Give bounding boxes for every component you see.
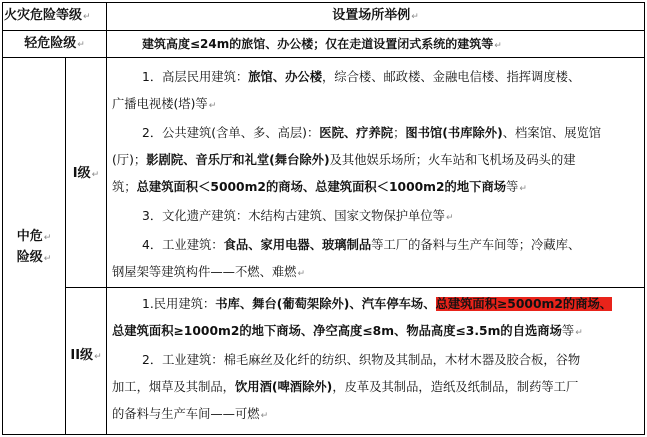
rule-medium-divider — [65, 57, 66, 435]
sublevel-2-label: II级↵ — [70, 348, 102, 363]
ii-line-1: 1.民用建筑：书库、舞台(葡萄架除外)、汽车停车场、总建筑面积≥5000m2的商场、 — [142, 297, 613, 311]
i-line-4: (厅)；影剧院、音乐厅和礼堂(舞台除外)及其他娱乐场所；火车站和飞机场及码头的建 — [112, 153, 576, 167]
rule-right — [644, 2, 645, 435]
medium-level-line2: 险级 — [16, 250, 43, 265]
ii-line-4: 加工，烟草及其制品，饮用酒(啤酒除外)，皮革及其制品，造纸及纸制品，制药等工厂 — [112, 380, 579, 394]
ii-line-2: 总建筑面积≥1000m2的地下商场、净空高度≤8m、物品高度≤3.5m的自选商场等↵ — [112, 324, 583, 338]
i-line-7: 4．工业建筑：食品、家用电器、玻璃制品等工厂的备料与生产车间等；冷藏库、 — [142, 238, 581, 252]
light-level-text: 轻危险级 — [24, 36, 77, 51]
sublevel-1-label: I级↵ — [72, 166, 100, 181]
i-line-5: 筑；总建筑面积＜5000m2的商场、总建筑面积＜1000m2的地下商场等↵ — [112, 180, 527, 194]
i-line-6: 3．文化遗产建筑：木结构古建筑、国家文物保护单位等↵ — [142, 209, 454, 223]
ii-line-5: 的备料与生产车间——可燃↵ — [112, 407, 269, 421]
medium-level-line1: 中危 — [16, 229, 43, 244]
ii-line-3: 2．工业建筑：棉毛麻丝及化纤的纺织、织物及其制品，木材木器及胶合板，谷物 — [142, 353, 581, 367]
header-level: 火灾危险等级↵ — [4, 8, 91, 23]
i-line-8: 钢屋架等建筑构件——不燃、难燃↵ — [112, 265, 306, 279]
light-examples-text: 建筑高度≤24m的旅馆、办公楼；仅在走道设置闭式系统的建筑等 — [142, 37, 494, 51]
rule-sublevel-divider — [106, 57, 107, 435]
light-examples: 建筑高度≤24m的旅馆、办公楼；仅在走道设置闭式系统的建筑等↵ — [142, 37, 502, 51]
fire-hazard-table — [2, 2, 645, 435]
sublevel-1-text: I级 — [72, 166, 91, 181]
sublevel-2-examples — [112, 291, 642, 430]
light-level-label: 轻危险级↵ — [24, 36, 85, 51]
header-level-text: 火灾危险等级 — [4, 8, 83, 23]
sublevel-2-text: II级 — [70, 348, 94, 363]
header-examples-text: 设置场所举例 — [332, 8, 411, 23]
sublevel-1-examples — [112, 64, 642, 288]
i-line-2: 广播电视楼(塔)等↵ — [112, 97, 217, 111]
rule-left — [2, 2, 3, 435]
rule-bottom — [2, 434, 645, 435]
header-examples: 设置场所举例↵ — [332, 8, 419, 23]
medium-level-label: 中危↵ 险级↵ — [16, 229, 52, 265]
highlighted-area-requirement: 总建筑面积≥5000m2的商场、 — [435, 297, 613, 311]
i-line-3: 2．公共建筑(含单、多、高层)：医院、疗养院；图书馆(书库除外)、档案馆、展览馆 — [142, 126, 602, 140]
i-line-1: 1．高层民用建筑：旅馆、办公楼，综合楼、邮政楼、金融电信楼、指挥调度楼、 — [142, 70, 581, 84]
